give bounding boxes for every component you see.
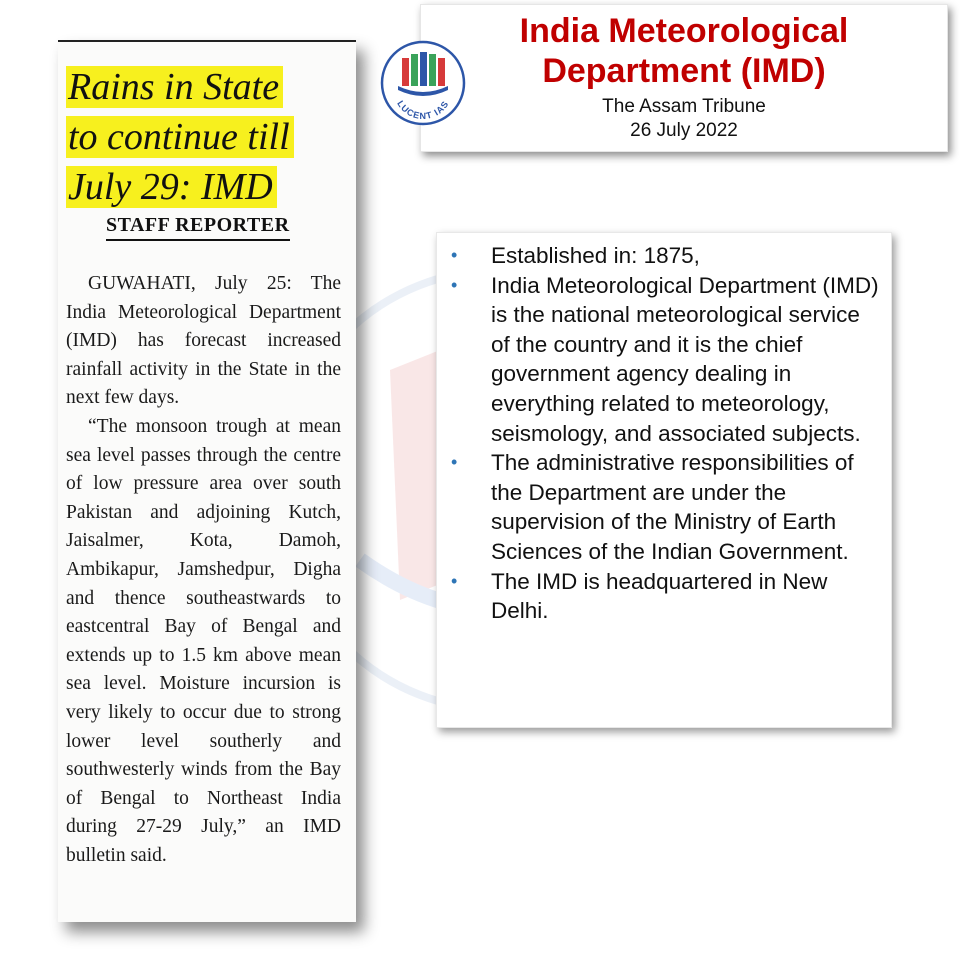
headline-line: to continue till <box>66 116 294 158</box>
source-name: The Assam Tribune <box>602 96 766 117</box>
fact-text: The IMD is headquartered in New Delhi. <box>491 568 828 624</box>
article-paragraph: “The monsoon trough at mean sea level passes through the centre of low pressure area over south Pakistan and adjoining Kutch, Jaisalmer, Kota, Damoh, Ambikapur, Jamshedpur, Digha and thence southeastwards to eastcentral Bay of Bengal and extends up to 1.5 km above mean sea level. Moisture incursion is very likely to occur due to strong lower level southerly and southwesterly winds from the Bay of Bengal to Northeast India during 27-29 July,” an IMD bulletin said. <box>66 415 341 866</box>
source-date: 26 July 2022 <box>630 120 738 141</box>
bullet-icon: • <box>451 245 458 265</box>
article-body <box>66 270 341 870</box>
fact-item <box>437 567 891 626</box>
byline: STAFF REPORTER <box>106 214 290 241</box>
fact-item <box>437 448 891 566</box>
title-box <box>420 4 948 152</box>
article-paragraph: GUWAHATI, July 25: The India Meteorological Department (IMD) has forecast increased rainfall activity in the State in the next few days. <box>66 273 341 409</box>
headline-line: July 29: IMD <box>66 166 277 208</box>
fact-text: The administrative responsibilities of the Department are under the supervision of the Ministry of Earth Sciences of the Indian Government. <box>491 450 854 564</box>
logo-text: LUCENT IAS <box>395 98 451 122</box>
clipping-headline <box>66 62 351 212</box>
headline-line: Rains in State <box>66 66 283 108</box>
bullet-icon: • <box>451 274 458 295</box>
fact-text: India Meteorological Department (IMD) is the national meteorological service of the country and it is the chief government agency dealing in everything related to meteorology, seismology, and associated subjects. <box>491 272 879 446</box>
bullet-icon: • <box>451 452 458 473</box>
fact-text: Established in: 1875, <box>491 243 700 268</box>
facts-list <box>437 233 891 626</box>
fact-item <box>437 241 891 271</box>
book-pencils-logo-icon <box>380 40 466 126</box>
bullet-icon: • <box>451 570 458 591</box>
fact-item <box>437 271 891 449</box>
page-title: India Meteorological Department (IMD) <box>519 12 849 90</box>
facts-box <box>436 232 892 728</box>
newspaper-clipping <box>58 40 356 922</box>
